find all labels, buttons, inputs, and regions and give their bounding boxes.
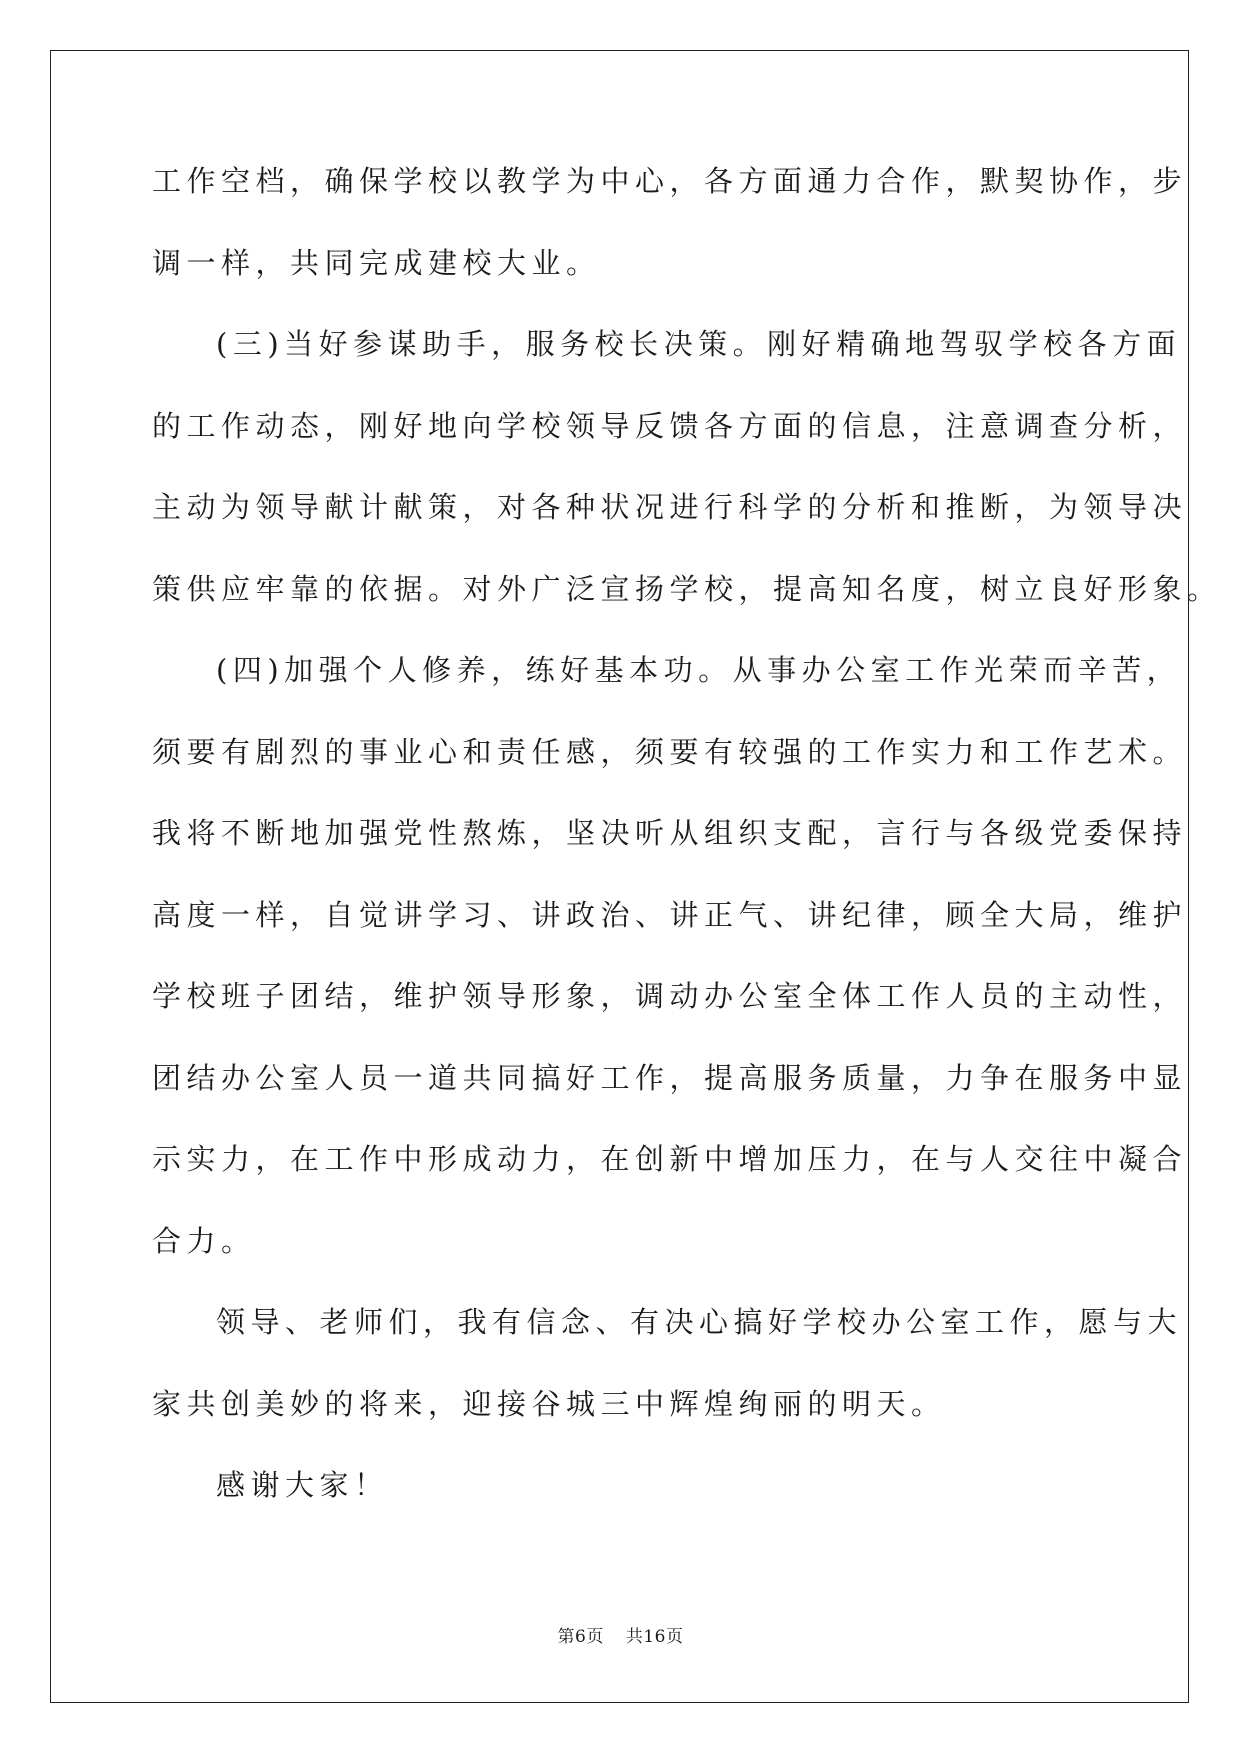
text-line: 团结办公室人员一道共同搞好工作，提高服务质量，力争在服务中显 [152,1060,1188,1095]
text-line: 学校班子团结，维护领导形象，调动办公室全体工作人员的主动性， [152,979,1188,1013]
closing-line: 感谢大家！ [216,1468,389,1502]
text-line: 主动为领导献计献策，对各种状况进行科学的分析和推断，为领导决 [152,490,1188,524]
paragraph-start-line: (三)当好参谋助手，服务校长决策。刚好精确地驾驭学校各方面 [216,327,1182,361]
paragraph-start-line: (四)加强个人修养，练好基本功。从事办公室工作光荣而辛苦， [216,653,1182,687]
text-line: 工作空档，确保学校以教学为中心，各方面通力合作，默契协作，步 [152,164,1188,198]
text-line: 调一样，共同完成建校大业。 [152,245,601,280]
text-line: 合力。 [152,1223,256,1258]
text-line: 高度一样，自觉讲学习、讲政治、讲正气、讲纪律，顾全大局，维护 [152,897,1188,932]
text-line: 须要有剧烈的事业心和责任感，须要有较强的工作实力和工作艺术。 [152,734,1188,769]
paragraph-start-line: 领导、老师们，我有信念、有决心搞好学校办公室工作，愿与大 [216,1305,1183,1339]
text-line: 策供应牢靠的依据。对外广泛宣扬学校，提高知名度，树立良好形象。 [152,571,1222,606]
page-number: 第6页 [557,1627,604,1647]
text-line: 示实力，在工作中形成动力，在创新中增加压力，在与人交往中凝合 [152,1142,1188,1176]
text-line: 家共创美妙的将来，迎接谷城三中辉煌绚丽的明天。 [152,1386,946,1421]
text-line: 我将不断地加强党性熬炼，坚决听从组织支配，言行与各级党委保持 [152,816,1188,850]
document-body [152,163,1222,1549]
page-total: 共16页 [625,1627,684,1647]
text-line: 的工作动态，刚好地向学校领导反馈各方面的信息，注意调查分析， [152,408,1188,443]
page-footer [0,1622,1241,1647]
